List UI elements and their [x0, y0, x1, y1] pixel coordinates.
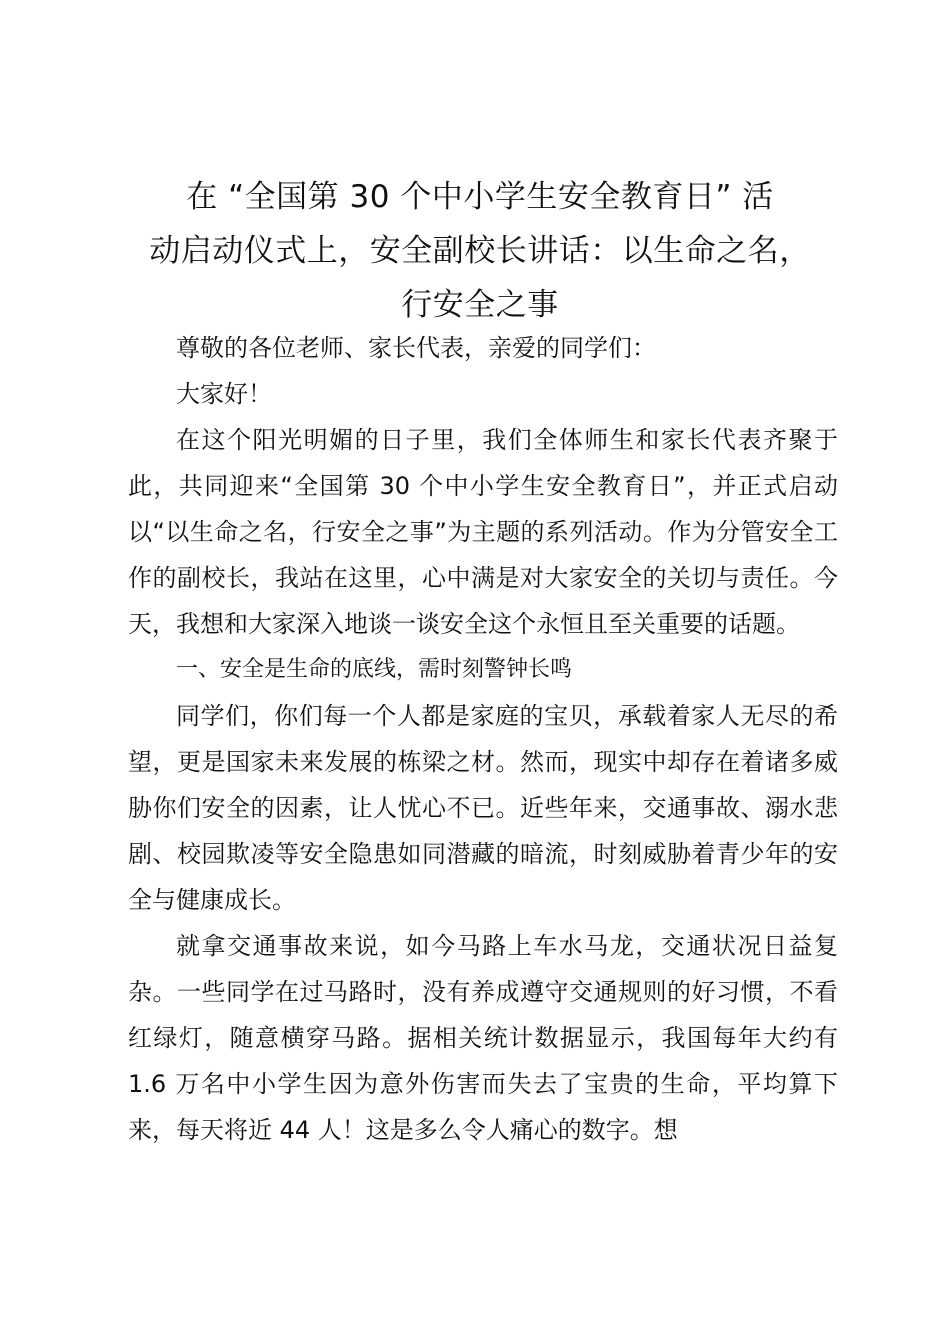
greeting: 大家好！	[176, 380, 272, 408]
section-heading: 一、安全是生命的底线，需时刻警钟长鸣	[176, 657, 573, 682]
document-title	[120, 170, 840, 332]
title-line-2: 动启动仪式上，安全副校长讲话：以生命之名，	[149, 233, 811, 269]
paragraph-students: 同学们，你们每一个人都是家庭的宝贝，承载着家人无尽的希望，更是国家未来发展的栋梁之材。然而，现实中却存在着诸多威胁你们安全的因素，让人忧心不已。近些年来，交通事故、溺水悲剧、校园欺凌等安全隐患如同潜藏的暗流，时刻威胁着青少年的安全与健康成长。	[128, 702, 838, 914]
salutation: 尊敬的各位老师、家长代表，亲爱的同学们：	[176, 334, 656, 362]
document-body	[128, 325, 838, 1153]
title-line-3: 行安全之事	[401, 287, 559, 323]
title-line-1: 在 “全国第 30 个中小学生安全教育日” 活	[186, 179, 774, 215]
paragraph-intro: 在这个阳光明媚的日子里，我们全体师生和家长代表齐聚于此，共同迎来“全国第 30 个中小学生安全教育日”，并正式启动以“以生命之名，行安全之事”为主题的系列活动。作为分管安全工作的副校长，我站在这里，心中满是对大家安全的关切与责任。今天，我想和大家深入地谈一谈安全这个永恒且至关重要的话题。	[128, 426, 838, 638]
paragraph-traffic: 就拿交通事故来说，如今马路上车水马龙，交通状况日益复杂。一些同学在过马路时，没有养成遵守交通规则的好习惯，不看红绿灯，随意横穿马路。据相关统计数据显示，我国每年大约有 1.6 万名中小学生因为意外伤害而失去了宝贵的生命，平均算下来，每天将近 44 人！这是多么令人痛心的数字。想	[128, 932, 838, 1144]
